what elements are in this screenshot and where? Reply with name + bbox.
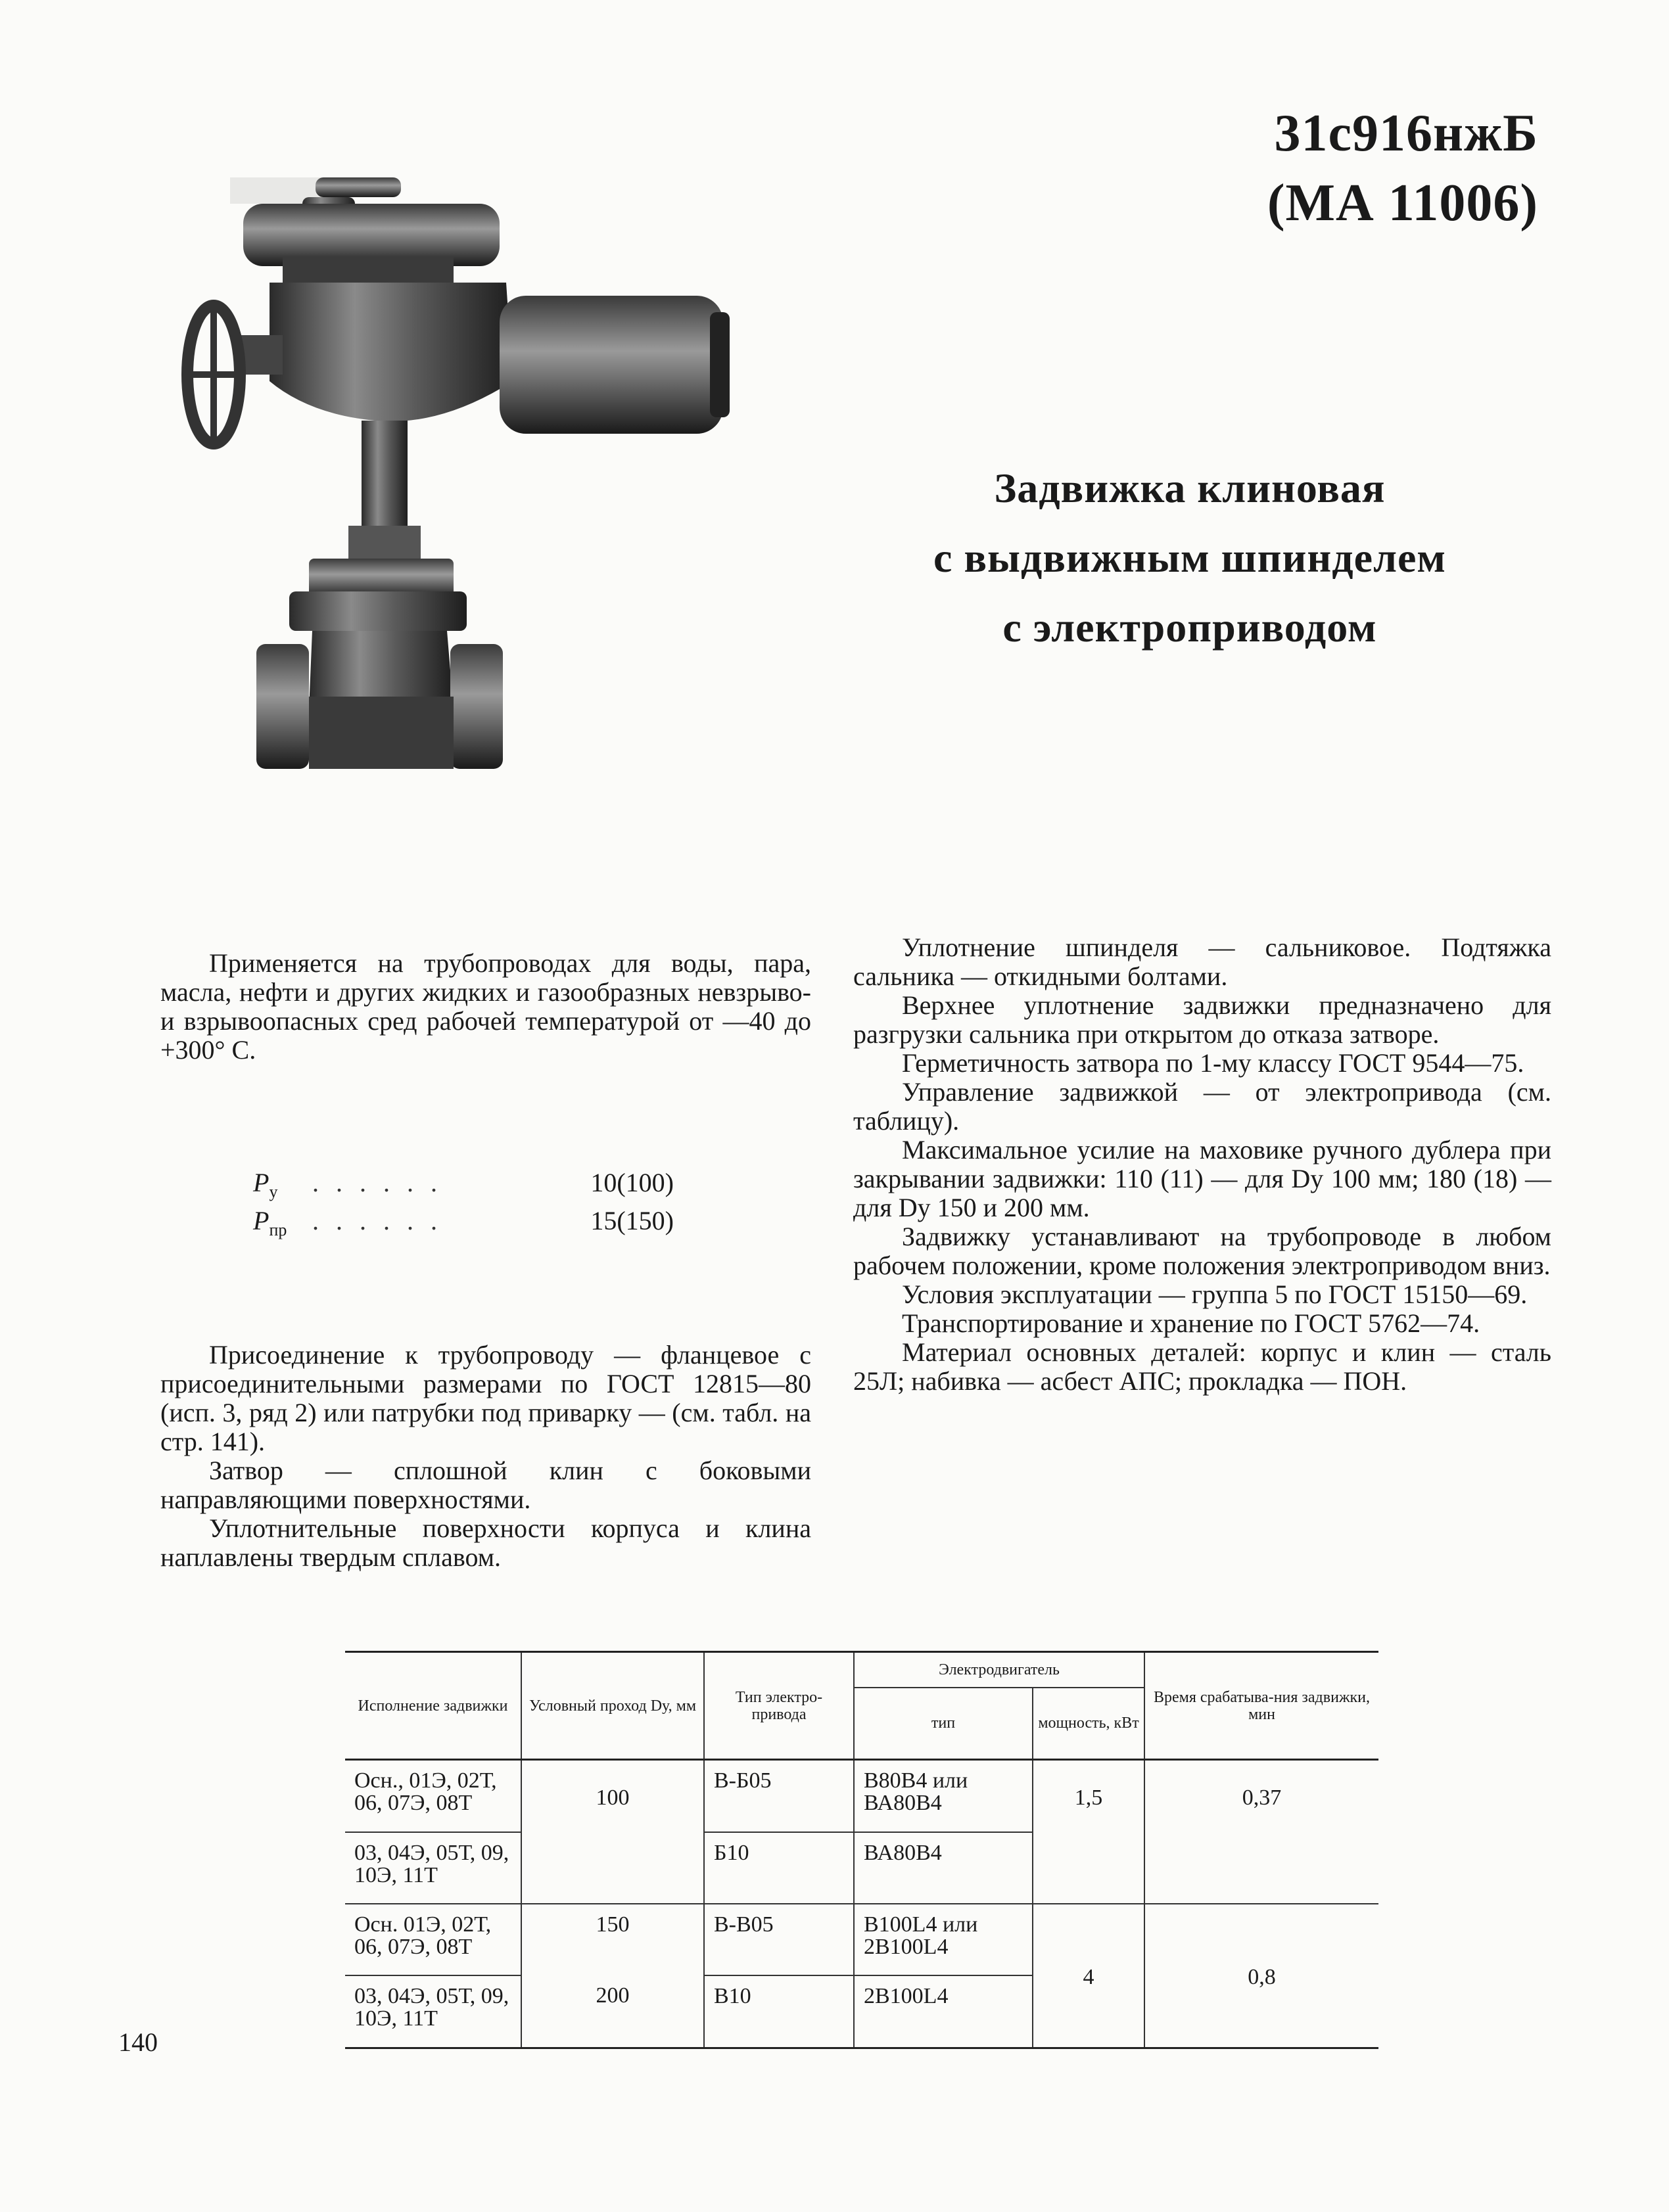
cell-drive: В-Б05 — [704, 1760, 854, 1832]
valve-photo — [158, 131, 789, 795]
cell-variant: 03, 04Э, 05Т, 09, 10Э, 11Т — [345, 1975, 521, 2048]
cell-time: 0,8 — [1144, 1904, 1378, 2048]
gate-paragraph: Затвор — сплошной клин с боковыми направляющими поверхностями. — [160, 1456, 811, 1514]
connection-paragraph: Присоединение к трубопроводу — фланцевое с присоединительными размерами по ГОСТ 12815—80 (исп. 3, ряд 2) или патрубки под приварку — (см. табл. на стр. 141). — [160, 1340, 811, 1456]
param-value: 10(100) — [590, 1168, 674, 1197]
cell-drive: Б10 — [704, 1832, 854, 1904]
param-dots: ...... — [312, 1168, 454, 1197]
table-row — [345, 1904, 1378, 1975]
header-motor: Электродвигатель — [854, 1652, 1144, 1688]
model-code — [1262, 99, 1538, 238]
header-time: Время срабатыва-ния задвижки, мин — [1144, 1652, 1378, 1760]
application-paragraph: Применяется на трубопроводах для воды, пара, масла, нефти и других жидких и газообразных невзрыво- и взрывоопасных сред рабочей температурой от —40 до +300° С. — [160, 948, 811, 1065]
cell-variant: 03, 04Э, 05Т, 09, 10Э, 11Т — [345, 1832, 521, 1904]
installation-paragraph: Задвижку устанавливают на трубопроводе в любом рабочем положении, кроме положения электроприводом вниз. — [853, 1222, 1551, 1280]
cell-dn: 200 — [521, 1975, 704, 2048]
transport-paragraph: Транспортирование и хранение по ГОСТ 5762—74. — [902, 1308, 1480, 1338]
cell-motor-type: 2В100L4 — [854, 1975, 1033, 2048]
cell-power: 4 — [1033, 1904, 1144, 2048]
left-column-body — [160, 1341, 811, 1572]
cell-dn: 150 — [521, 1904, 704, 1975]
materials-paragraph: Материал основных деталей: корпус и клин — сталь 25Л; набивка — асбест АПС; прокладка — ПОН. — [853, 1337, 1551, 1396]
control-paragraph: Управление задвижкой — от электропривода (см. таблицу). — [853, 1077, 1551, 1136]
cell-motor-type: ВА80В4 — [854, 1832, 1033, 1904]
title-line2: с выдвижным шпинделем — [933, 534, 1446, 581]
pressure-params — [253, 1168, 674, 1245]
param-dots: ...... — [312, 1206, 454, 1235]
cell-time: 0,37 — [1144, 1760, 1378, 1904]
title-line1: Задвижка клиновая — [994, 465, 1386, 511]
header-variant: Исполнение задвижки — [345, 1652, 521, 1760]
left-column-intro — [160, 949, 811, 1065]
param-row-ppr — [253, 1207, 674, 1245]
cell-dn: 100 — [521, 1760, 704, 1904]
header-drive: Тип электро-привода — [704, 1652, 854, 1760]
cell-drive: В-В05 — [704, 1904, 854, 1975]
sealing-surface-paragraph: Уплотнительные поверхности корпуса и клина наплавлены твердым сплавом. — [160, 1513, 811, 1572]
cell-drive: В10 — [704, 1975, 854, 2048]
param-row-py — [253, 1168, 674, 1207]
max-force-paragraph: Максимальное усилие на маховике ручного дублера при закрывании задвижки: 110 (11) — для Dу 100 мм; 180 (18) — для Dу 150 и 200 мм. — [853, 1135, 1551, 1222]
cell-variant: Осн. 01Э, 02Т, 06, 07Э, 08Т — [345, 1904, 521, 1975]
table-row — [345, 1760, 1378, 1832]
cell-motor-type: В80В4 или ВА80В4 — [854, 1760, 1033, 1832]
tightness-paragraph: Герметичность затвора по 1-му классу ГОСТ 9544—75. — [902, 1048, 1524, 1078]
upper-seal-paragraph: Верхнее уплотнение задвижки предназначено для разгрузки сальника при открытом до отказа затворе. — [853, 990, 1551, 1049]
param-value: 15(150) — [590, 1206, 674, 1235]
product-title — [881, 453, 1499, 662]
model-code-line2: (МА 11006) — [1267, 174, 1538, 232]
page-number: 140 — [118, 2027, 158, 2057]
param-symbol: $P_{пр}$ — [253, 1206, 287, 1239]
title-line3: с электроприводом — [1002, 604, 1377, 651]
param-symbol: $P_у$ — [253, 1168, 278, 1201]
stem-seal-paragraph: Уплотнение шпинделя — сальниковое. Подтяжка сальника — откидными болтами. — [853, 933, 1551, 991]
operation-paragraph: Условия эксплуатации — группа 5 по ГОСТ 15150—69. — [902, 1279, 1528, 1309]
cell-power: 1,5 — [1033, 1760, 1144, 1904]
spec-table — [345, 1651, 1378, 2049]
right-column — [853, 933, 1551, 1396]
header-motor-power: мощность, кВт — [1033, 1688, 1144, 1760]
cell-variant: Осн., 01Э, 02Т, 06, 07Э, 08Т — [345, 1760, 521, 1832]
cell-motor-type: В100L4 или 2В100L4 — [854, 1904, 1033, 1975]
header-dn: Условный проход Dу, мм — [521, 1652, 704, 1760]
model-code-line1: 31с916нжБ — [1274, 104, 1538, 162]
header-motor-type: тип — [854, 1688, 1033, 1760]
